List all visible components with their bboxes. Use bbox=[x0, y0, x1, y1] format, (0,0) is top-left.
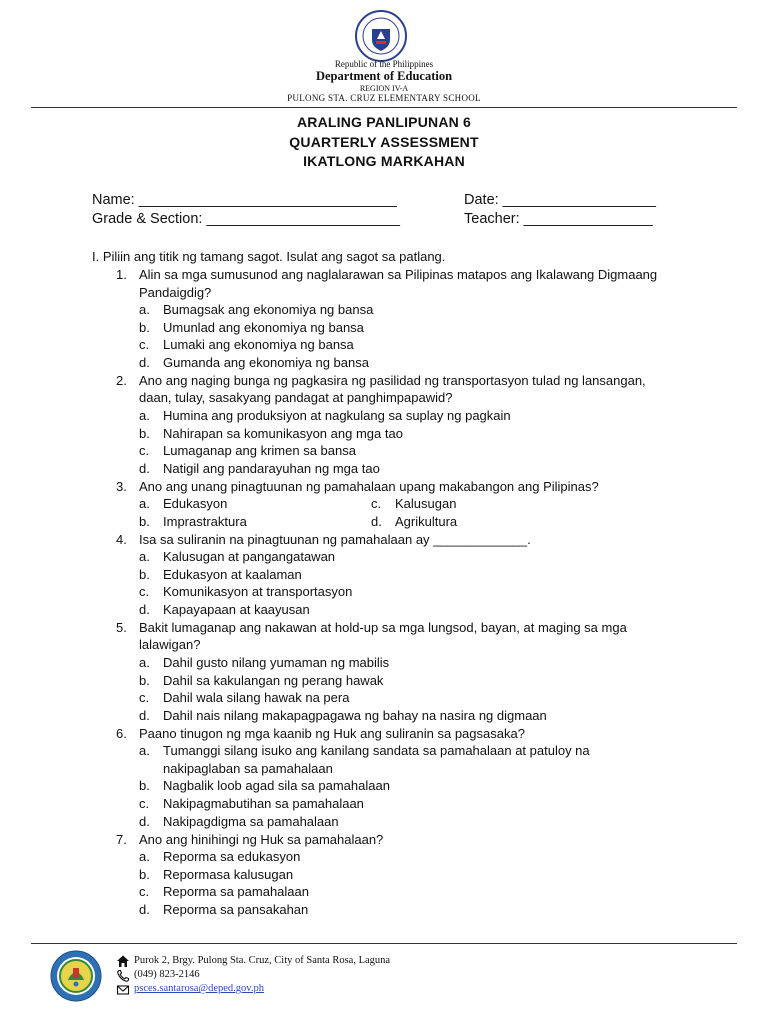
choice-text: Umunlad ang ekonomiya ng bansa bbox=[163, 320, 364, 335]
choice-letter: c. bbox=[139, 796, 150, 811]
choice-letter: a. bbox=[139, 849, 150, 864]
header-divider bbox=[31, 107, 737, 108]
choice-letter: a. bbox=[139, 655, 150, 670]
school-seal-logo bbox=[50, 950, 102, 1002]
choice-text: Lumaganap ang krimen sa bansa bbox=[163, 443, 356, 458]
choice-letter: c. bbox=[139, 584, 150, 599]
choice-text: Agrikultura bbox=[395, 514, 458, 529]
instructions: I. Piliin ang titik ng tamang sagot. Isulat ang sagot sa patlang. bbox=[92, 249, 446, 264]
choice-letter: d. bbox=[139, 902, 150, 917]
choice-letter: d. bbox=[139, 814, 150, 829]
question-number: 1. bbox=[116, 267, 127, 282]
question-text: Alin sa mga sumusunod ang naglalarawan sa Pilipinas matapos ang Ikalawang Digmaang bbox=[139, 267, 658, 282]
region-text: REGION IV-A bbox=[359, 84, 409, 93]
question-number: 4. bbox=[116, 532, 127, 547]
choice-letter: c. bbox=[371, 496, 382, 511]
choice-text: Nakipagmabutihan sa pamahalaan bbox=[163, 796, 364, 811]
choice-text-continued: nakipaglaban sa pamahalaan bbox=[163, 761, 333, 776]
grade-section-field: Grade & Section: ________________________ bbox=[92, 211, 400, 227]
choice-text: Gumanda ang ekonomiya ng bansa bbox=[163, 355, 369, 370]
date-field: Date: ___________________ bbox=[464, 192, 656, 208]
choice-letter: a. bbox=[139, 496, 150, 511]
phone-icon bbox=[116, 969, 130, 983]
question-text: daan, tulay, sasakyang pandagat at panghimpapawid? bbox=[139, 390, 453, 405]
question-text: Ano ang unang pinagtuunan ng pamahalaan upang makabangon ang Pilipinas? bbox=[139, 479, 599, 494]
question-text: Ano ang naging bunga ng pagkasira ng pasilidad ng transportasyon tulad ng lansangan, bbox=[139, 373, 646, 388]
choice-letter: a. bbox=[139, 302, 150, 317]
question-number: 3. bbox=[116, 479, 127, 494]
choice-letter: d. bbox=[139, 355, 150, 370]
choice-text: Imprastraktura bbox=[163, 514, 247, 529]
name-field: Name: ________________________________ bbox=[92, 192, 397, 208]
choice-letter: d. bbox=[139, 461, 150, 476]
deped-seal-logo bbox=[355, 10, 407, 62]
school-address: Purok 2, Brgy. Pulong Sta. Cruz, City of Santa Rosa, Laguna bbox=[134, 955, 391, 966]
choice-text: Komunikasyon at transportasyon bbox=[163, 584, 353, 599]
question-text: Ano ang hinihingi ng Huk sa pamahalaan? bbox=[139, 832, 384, 847]
question-text: Bakit lumaganap ang nakawan at hold-up sa mga lungsod, bayan, at maging sa mga bbox=[139, 620, 627, 635]
choice-text: Reporma sa pamahalaan bbox=[163, 884, 309, 899]
choice-letter: c. bbox=[139, 443, 150, 458]
question-number: 6. bbox=[116, 726, 127, 741]
choice-text: Edukasyon bbox=[163, 496, 228, 511]
choice-text: Tumanggi silang isuko ang kanilang sandata sa pamahalaan at patuloy na bbox=[163, 743, 590, 758]
question-text: Paano tinugon ng mga kaanib ng Huk ang suliranin sa pagsasaka? bbox=[139, 726, 525, 741]
quarter-title: IKATLONG MARKAHAN bbox=[303, 153, 465, 169]
school-name: PULONG STA. CRUZ ELEMENTARY SCHOOL bbox=[287, 93, 481, 103]
choice-text: Humina ang produksiyon at nagkulang sa suplay ng pagkain bbox=[163, 408, 511, 423]
choice-text: Dahil gusto nilang yumaman ng mabilis bbox=[163, 655, 390, 670]
choice-letter: b. bbox=[139, 867, 150, 882]
choice-text: Kapayapaan at kaayusan bbox=[163, 602, 310, 617]
choice-text: Lumaki ang ekonomiya ng bansa bbox=[163, 337, 354, 352]
question-number: 2. bbox=[116, 373, 127, 388]
choice-letter: b. bbox=[139, 426, 150, 441]
choice-text: Repormasa kalusugan bbox=[163, 867, 294, 882]
choice-letter: b. bbox=[139, 673, 150, 688]
choice-text: Nahirapan sa komunikasyon ang mga tao bbox=[163, 426, 403, 441]
school-phone: (049) 823-2146 bbox=[134, 969, 200, 980]
choice-letter: c. bbox=[139, 884, 150, 899]
choice-letter: a. bbox=[139, 408, 150, 423]
choice-letter: b. bbox=[139, 778, 150, 793]
school-email-link[interactable]: psces.santarosa@deped.gov.ph bbox=[134, 983, 264, 994]
choice-letter: d. bbox=[371, 514, 382, 529]
choice-text: Dahil sa kakulangan ng perang hawak bbox=[163, 673, 384, 688]
teacher-field: Teacher: ________________ bbox=[464, 211, 653, 227]
choice-text: Kalusugan bbox=[395, 496, 457, 511]
email-icon bbox=[116, 983, 130, 997]
question-text: Isa sa suliranin na pinagtuunan ng pamahalaan ay _____________. bbox=[139, 532, 531, 547]
choice-letter: b. bbox=[139, 320, 150, 335]
choice-letter: a. bbox=[139, 549, 150, 564]
choice-text: Dahil nais nilang makapagpagawa ng bahay na nasira ng digmaan bbox=[163, 708, 547, 723]
choice-text: Nagbalik loob agad sila sa pamahalaan bbox=[163, 778, 390, 793]
choice-text: Reporma sa edukasyon bbox=[163, 849, 301, 864]
choice-text: Nakipagdigma sa pamahalaan bbox=[163, 814, 339, 829]
choice-text: Dahil wala silang hawak na pera bbox=[163, 690, 350, 705]
home-icon bbox=[116, 954, 130, 968]
choice-text: Kalusugan at pangangatawan bbox=[163, 549, 336, 564]
choice-text: Edukasyon at kaalaman bbox=[163, 567, 302, 582]
question-number: 5. bbox=[116, 620, 127, 635]
subject-title: ARALING PANLIPUNAN 6 bbox=[296, 114, 472, 130]
choice-letter: d. bbox=[139, 708, 150, 723]
choice-letter: b. bbox=[139, 514, 150, 529]
republic-text: Republic of the Philippines bbox=[334, 59, 434, 69]
department-text: Department of Education bbox=[315, 69, 453, 83]
choice-text: Reporma sa pansakahan bbox=[163, 902, 309, 917]
choice-text: Bumagsak ang ekonomiya ng bansa bbox=[163, 302, 374, 317]
choice-letter: b. bbox=[139, 567, 150, 582]
choice-letter: c. bbox=[139, 337, 150, 352]
choice-text: Natigil ang pandarayuhan ng mga tao bbox=[163, 461, 380, 476]
question-text: Pandaigdig? bbox=[139, 285, 212, 300]
assessment-title: QUARTERLY ASSESSMENT bbox=[289, 134, 479, 150]
choice-letter: c. bbox=[139, 690, 150, 705]
choice-letter: a. bbox=[139, 743, 150, 758]
question-number: 7. bbox=[116, 832, 127, 847]
choice-letter: d. bbox=[139, 602, 150, 617]
question-text: lalawigan? bbox=[139, 637, 201, 652]
footer-divider bbox=[31, 943, 737, 944]
